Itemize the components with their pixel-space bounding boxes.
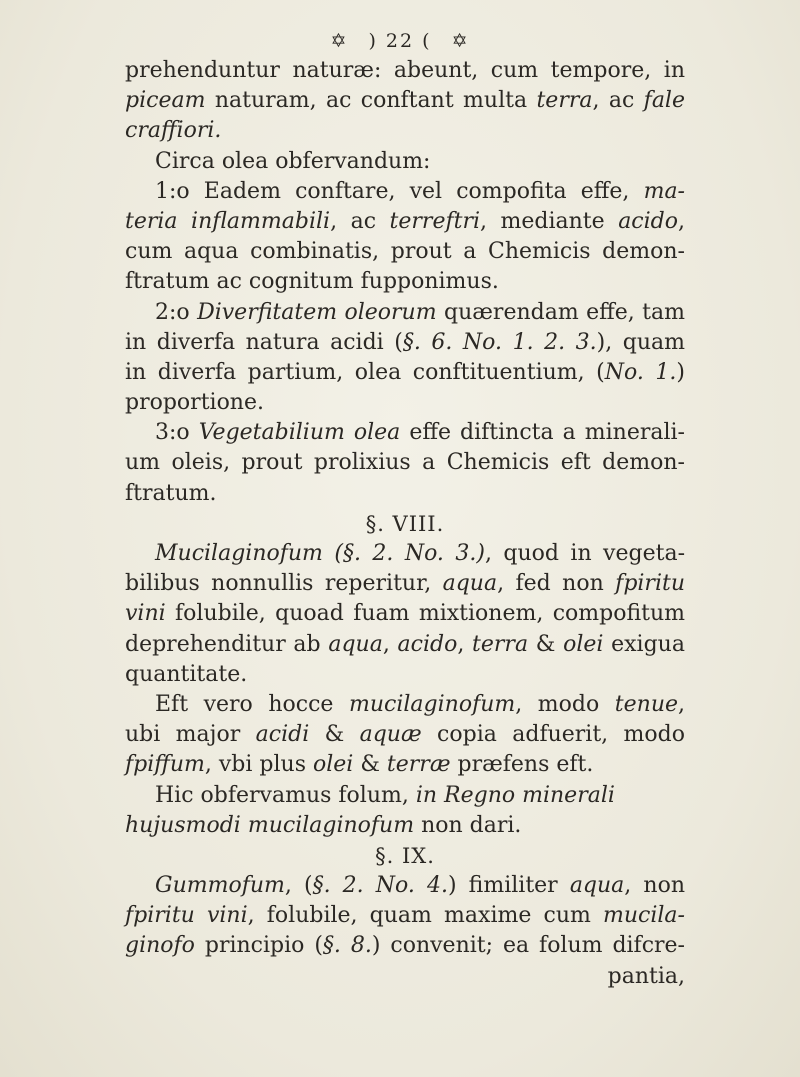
italic-text-run: terreftri [389,208,480,234]
text-line [125,690,685,720]
text-run: ) fimiliter [447,873,570,899]
italic-text-run: teria inflammabili [125,208,331,234]
text-line [125,298,685,328]
text-run: , fed non [497,571,616,597]
italic-text-run: aqua [328,631,383,657]
italic-text-run: terra [472,631,529,657]
text-run: , non [624,873,685,899]
italic-text-run: piceam [125,88,206,114]
section-heading [125,509,685,539]
italic-text-run: fale [643,88,685,114]
text-line [125,630,685,660]
text-run: non dari. [414,812,522,838]
text-run: quærendam effe, tam [436,299,685,325]
text-run: , quod in vegeta- [484,541,685,566]
text-run: ftratum ac cognitum fupponimus. [125,269,499,295]
text-line [125,479,685,509]
text-run: , [678,691,686,717]
italic-text-run: §. 2. No. 4. [312,873,448,899]
text-run: , mediante [480,208,619,234]
text-run: copia adfuerit, modo [421,722,685,748]
text-run: & [309,722,360,748]
text-run: 3:o [155,420,199,446]
text-run: effe diftincta a minerali- [400,420,685,446]
text-line [125,811,685,841]
text-line [125,539,685,569]
text-run: ubi major [125,722,256,748]
text-line [125,56,685,86]
text-run: , folubile, quam maxime cum [247,903,603,929]
italic-text-run: ginofo [125,933,195,959]
text-run: , ac [592,88,644,114]
italic-text-run: Diverfitatem oleorum [197,299,437,325]
text-run: deprehenditur ab [125,631,329,657]
text-run: pantia, [607,963,685,989]
text-run: um oleis, prout prolixius a Chemicis eft demon- [125,450,685,476]
text-run: bilibus nonnullis reperitur, [125,571,443,597]
text-run: folubile, quoad fuam mixtionem, compofitum [165,601,685,627]
text-run: ) [676,359,685,385]
text-line [125,267,685,297]
italic-text-run: ma- [643,178,685,204]
italic-text-run: No. 1. [604,359,677,385]
text-line [125,750,685,780]
text-run: quantitate. [125,661,248,687]
italic-text-run: acido [618,208,678,234]
text-run: cum aqua combinatis, prout a Chemicis demon- [125,239,685,265]
text-run: §. VIII. [365,511,445,536]
text-run: prehenduntur naturæ: abeunt, cum tempore, in [125,58,685,83]
italic-text-run: olei [313,752,354,778]
text-run: exigua [603,631,685,657]
italic-text-run: craffiori. [125,118,222,144]
text-run: in diverfa partium, olea conftituentium, ( [125,359,605,385]
text-run: præfens eft. [450,752,594,778]
text-run: , vbi plus [204,752,313,778]
text-line [125,358,685,388]
italic-text-run: hujusmodi mucilaginofum [125,812,415,838]
text-run: & [353,752,387,778]
text-line [125,599,685,629]
text-run: ) convenit; ea folum difcre- [371,933,685,959]
text-line [125,569,685,599]
text-run: in diverfa natura acidi ( [125,329,403,355]
italic-text-run: §. 8. [322,933,372,959]
text-line [125,660,685,690]
text-run: Circa olea obfervandum: [155,148,431,174]
text-line [125,781,685,811]
italic-text-run: acidi [255,722,310,748]
text-run: Eft vero hocce [155,691,349,717]
body-text [125,56,685,992]
text-line [125,871,685,901]
italic-text-run: in Regno minerali [415,782,615,808]
italic-text-run: §. 6. No. 1. 2. 3. [402,329,597,355]
text-line [125,931,685,961]
page-header [0,30,800,52]
text-line [125,237,685,267]
page-number: ) 22 ( [368,30,432,52]
text-run: , [457,631,473,657]
text-run: ), quam [596,329,685,355]
text-run: 2:o [155,299,198,325]
text-run: 1:o Eadem conftare, vel compofita effe, [155,178,644,204]
italic-text-run: mucilaginofum [349,691,516,717]
italic-text-run: olei [563,631,604,657]
text-run: , [678,208,685,234]
italic-text-run: acido [397,631,458,657]
star-ornament-right-icon: ✡ [451,30,470,52]
text-line [125,207,685,237]
text-line [125,448,685,478]
text-run: naturam, ac conftant multa [205,88,537,114]
italic-text-run: Gummofum [155,873,285,899]
text-line [125,177,685,207]
italic-text-run: aquæ [359,722,422,748]
text-line [125,86,685,116]
text-run: , ac [330,208,390,234]
text-run: Hic obfervamus folum, [155,782,416,808]
text-run: & [528,631,564,657]
italic-text-run: vini [125,601,166,627]
italic-text-run: fpiffum [125,752,205,778]
section-heading [125,841,685,871]
text-run: , ( [284,873,313,899]
text-line [125,116,685,146]
italic-text-run: aqua [442,571,498,597]
italic-text-run: mucila- [603,903,685,929]
italic-text-run: terra [536,88,593,114]
italic-text-run: fpiritu vini [125,903,248,929]
text-run: ftratum. [125,480,217,506]
text-line [125,147,685,177]
catchword-line [125,962,685,992]
text-line [125,418,685,448]
text-run: §. IX. [375,843,435,868]
text-line [125,901,685,931]
italic-text-run: tenue [614,691,679,717]
text-line [125,388,685,418]
text-run: proportione. [125,390,264,416]
italic-text-run: Vegetabilium olea [198,420,401,446]
italic-text-run: Mucilaginofum (§. 2. No. 3.) [155,541,485,566]
star-ornament-left-icon: ✡ [330,30,349,52]
text-run: , modo [515,691,615,717]
italic-text-run: terræ [386,752,451,778]
italic-text-run: fpiritu [615,571,685,597]
text-run: , [382,631,398,657]
text-run: principio ( [194,933,323,959]
text-line [125,720,685,750]
italic-text-run: aqua [569,873,625,899]
text-line [125,328,685,358]
